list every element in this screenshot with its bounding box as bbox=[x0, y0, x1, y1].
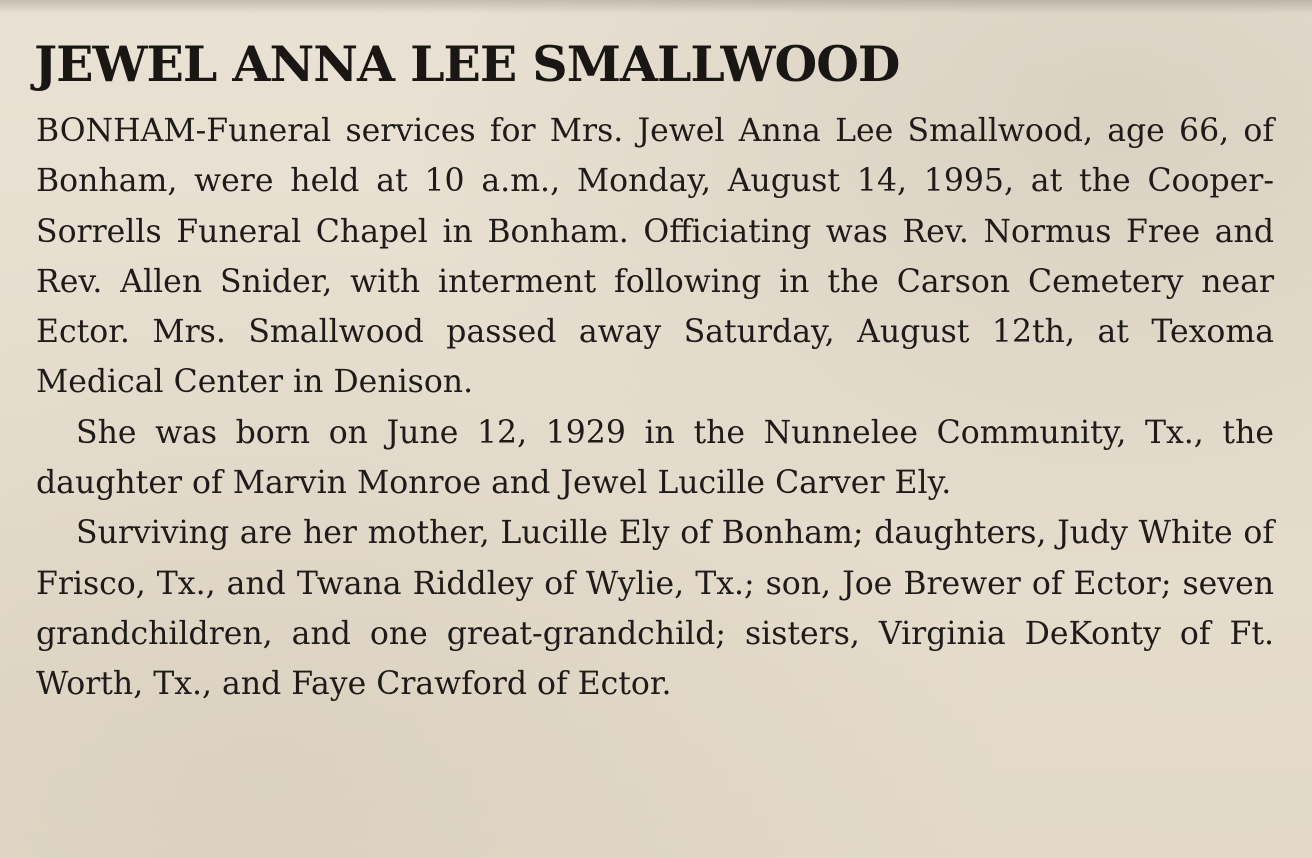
obituary-body bbox=[36, 106, 1274, 710]
obituary-paragraph-birth: She was born on June 12, 1929 in the Nunnelee Community, Tx., the daughter of Marvin Monroe and Jewel Lucille Carver Ely. bbox=[36, 414, 1274, 502]
obituary-headline: JEWEL ANNA LEE SMALLWOOD bbox=[34, 35, 900, 93]
obituary-paragraph-survivors: Surviving are her mother, Lucille Ely of Bonham; daughters, Judy White of Frisco, Tx., and Twana Riddley of Wylie, Tx.; son, Joe Brewer of Ector; seven grandchildren, and one great-grandchild; sisters, Virginia DeKonty of Ft. Worth, Tx., and Faye Crawford of Ector. bbox=[36, 515, 1274, 703]
obituary-paragraph-services: BONHAM-Funeral services for Mrs. Jewel Anna Lee Smallwood, age 66, of Bonham, were held at 10 a.m., Monday, August 14, 1995, at the Cooper-Sorrells Funeral Chapel in Bonham. Officiating was Rev. Normus Free and Rev. Allen Snider, with interment following in the Carson Cemetery near Ector. Mrs. Smallwood passed away Saturday, August 12th, at Texoma Medical Center in Denison. bbox=[36, 113, 1274, 401]
